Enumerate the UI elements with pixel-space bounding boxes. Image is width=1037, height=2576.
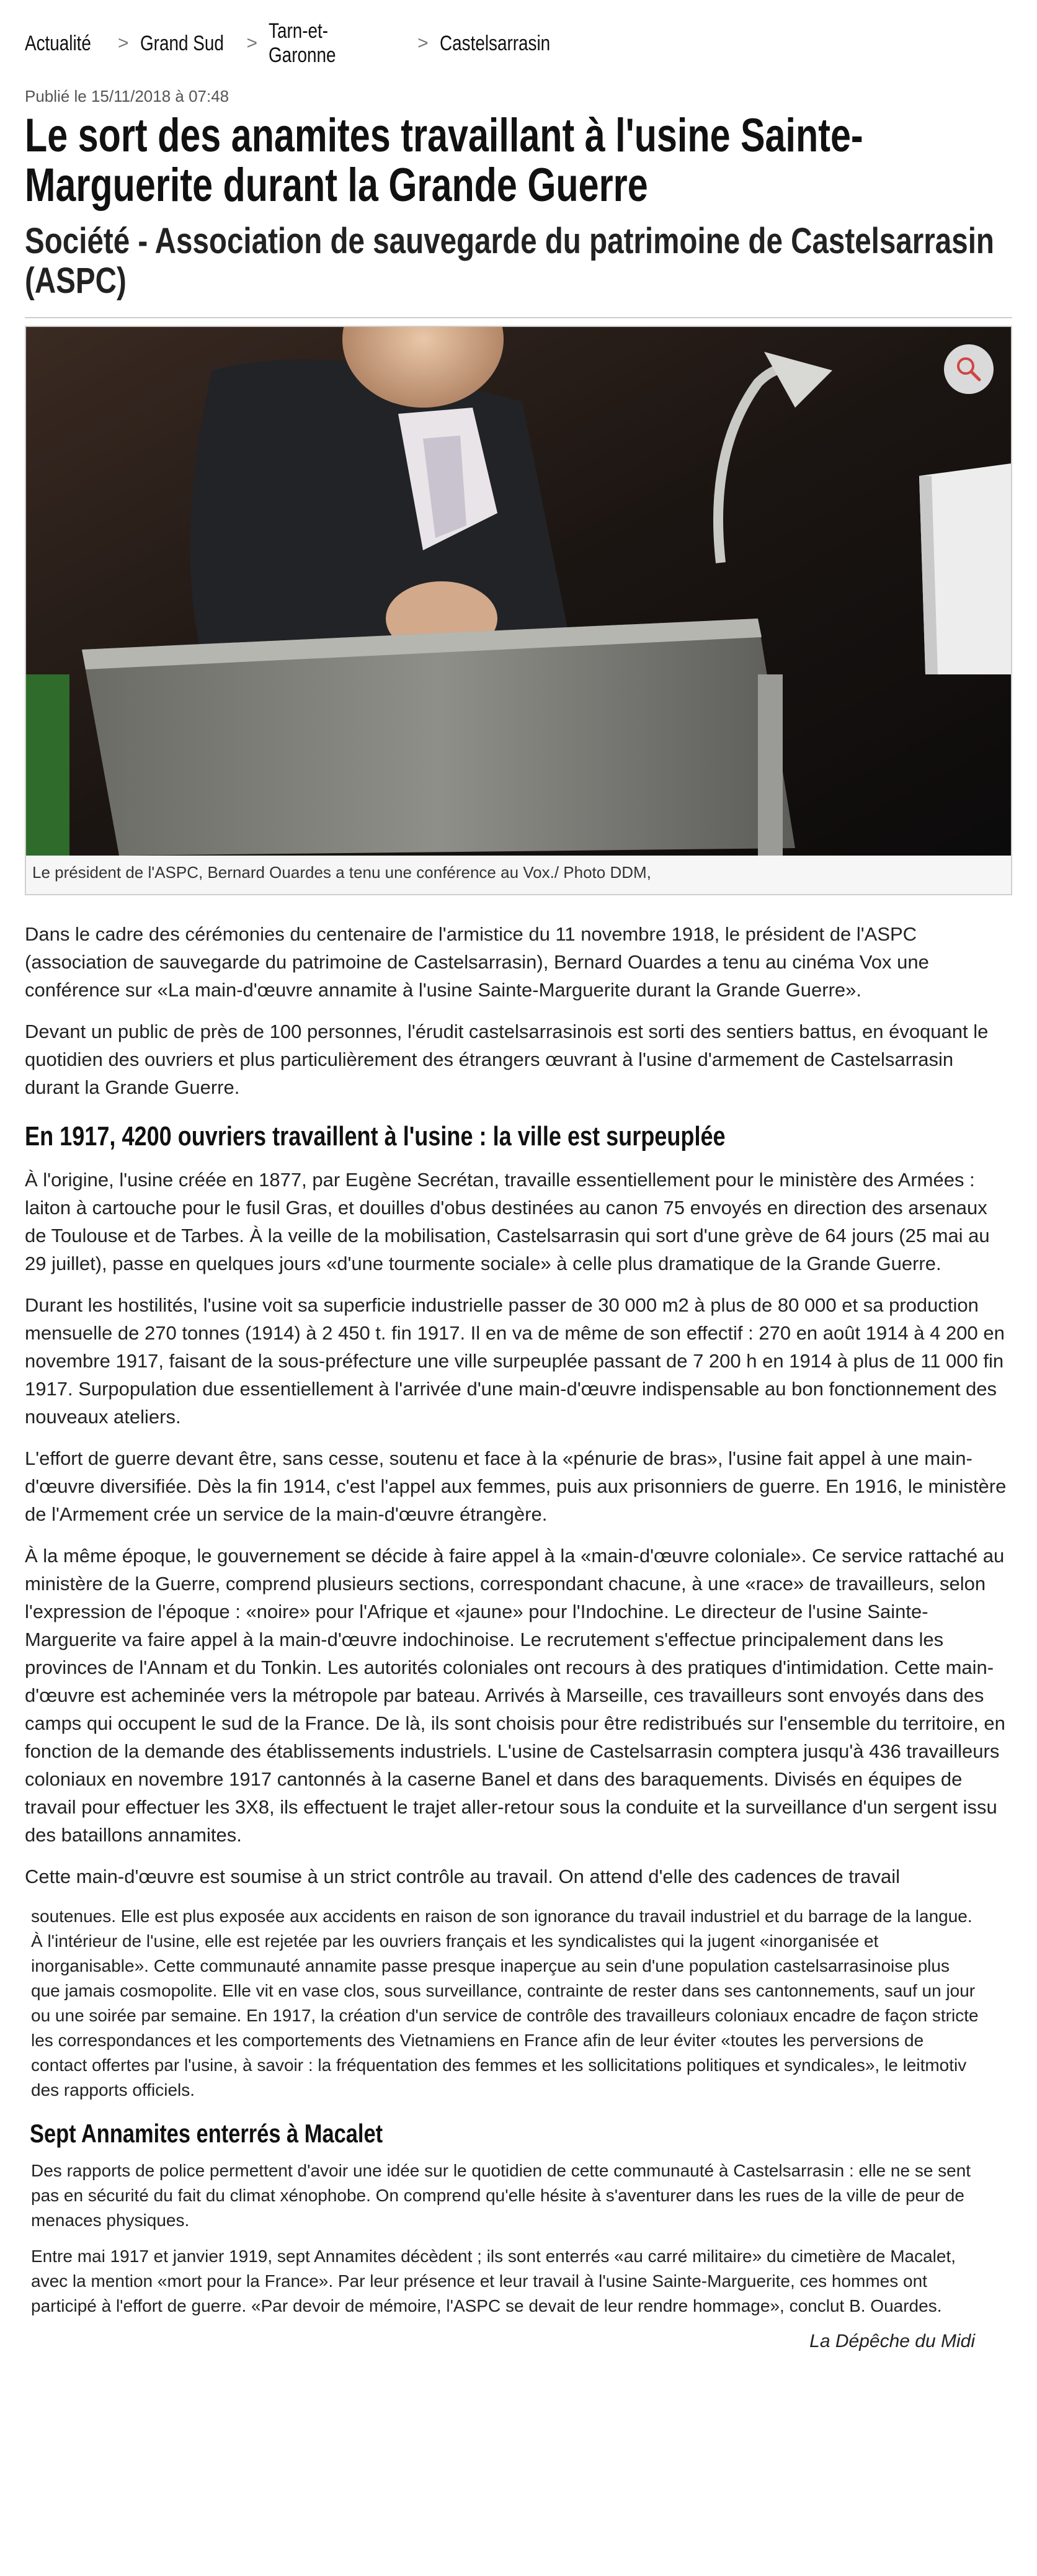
divider (25, 317, 1012, 318)
photo-illustration (26, 327, 1011, 856)
article-paragraph: Entre mai 1917 et janvier 1919, sept Annamites décèdent ; ils sont enterrés «au carré militaire» du cimetière de Macalet, avec la mention «mort pour la France». Par leur présence et leur travail à l'usine Sainte-Marguerite, ces hommes ont participé à l'effort de guerre. «Par devoir de mémoire, l'ASPC se devait de leur rendre hommage», conclut B. Ouardes. (31, 2247, 956, 2315)
article-paragraph: À la même époque, le gouvernement se décide à faire appel à la «main-d'œuvre coloniale». Ce service rattaché au ministère de la Guerre, comprend plusieurs sections, correspondant chacune, à une «race» de travailleurs, selon l'expression de l'époque : «noire» pour l'Afrique et «jaune» pour l'Indochine. Le directeur de l'usine Sainte-Marguerite va faire appel à la main-d'œuvre indochinoise. Le recrutement s'effectue principalement dans les provinces de l'Annam et du Tonkin. Les autorités coloniales ont recours à des pratiques d'intimidation. Cette main-d'œuvre est acheminée vers la métropole par bateau. Arrivés à Marseille, ces travailleurs sont envoyés dans des camps qui occupent le sud de la France. De là, ils sont choisis pour être redistribués sur l'ensemble du territoire, en fonction de la demande des établissements industriels. L'usine de Castelsarrasin comptera jusqu'à 436 travailleurs coloniaux en novembre 1917 cantonnés à la caserne Banel et dans des baraquements. Divisés en équipes de travail pour effectuer les 3X8, ils effectuent le trajet aller-retour sous la conduite et la surveillance d'un sergent issu des bataillons annamites. (25, 1545, 1005, 1846)
breadcrumb-link-grand-sud[interactable]: Grand Sud (140, 31, 224, 55)
photo-caption: Le président de l'ASPC, Bernard Ouardes a tenu une conférence au Vox./ Photo DDM, (26, 856, 1011, 894)
headline-line: Marguerite durant la Grande Guerre (25, 159, 648, 212)
article-subheadline (25, 221, 1017, 301)
article-paragraph: Cette main-d'œuvre est soumise à un strict contrôle au travail. On attend d'elle des cadences de travail (25, 1866, 900, 1887)
breadcrumb-separator-icon: > (417, 33, 429, 53)
breadcrumb-item-castelsarrasin (440, 32, 601, 56)
breadcrumb-separator-icon: > (118, 33, 129, 53)
subheadline-line: Société - Association de sauvegarde du patrimoine de Castelsarrasin (25, 221, 994, 261)
article-paragraph: Des rapports de police permettent d'avoir une idée sur le quotidien de cette communauté à Castelsarrasin : elle ne se sent pas en sécurité du fait du climat xénophobe. On comprend qu'elle hésite à s'aventurer dans les rues de la ville de peur de menaces physiques. (31, 2161, 971, 2230)
article-headline (25, 111, 992, 210)
breadcrumb (25, 0, 1012, 67)
magnifier-icon (955, 355, 983, 383)
article-paragraph: L'effort de guerre devant être, sans cesse, soutenu et face à la «pénurie de bras», l'usine fait appel à une main-d'œuvre diversifiée. Dès la fin 1914, c'est l'appel aux femmes, puis aux prisonniers de guerre. En 1916, le ministère de l'Armement crée un service de la main-d'œuvre étrangère. (25, 1447, 1007, 1525)
headline-line: Le sort des anamites travaillant à l'usine Sainte- (25, 109, 863, 162)
article-paragraph: Durant les hostilités, l'usine voit sa superficie industrielle passer de 30 000 m2 à plus de 80 000 et sa production mensuelle de 270 tonnes (1914) à 2 450 t. fin 1917. Il en va de même de son effectif : 270 en août 1914 à 4 200 en novembre 1917, faisant de la sous-préfecture une ville surpeuplée passant de 7 200 h en 1914 à plus de 11 000 fin 1917. Surpopulation due essentiellement à l'arrivée d'une main-d'œuvre indispensable au bon fonctionnement des nouveaux ateliers. (25, 1294, 1005, 1428)
article-body (25, 920, 1012, 2352)
article-paragraph: Dans le cadre des cérémonies du centenaire de l'armistice du 11 novembre 1918, le président de l'ASPC (association de sauvegarde du patrimoine de Castelsarrasin), Bernard Ouardes a tenu au cinéma Vox une conférence sur «La main-d'œuvre annamite à l'usine Sainte-Marguerite durant la Grande Guerre». (25, 923, 929, 1001)
article-figure (25, 326, 1012, 895)
section-heading: Sept Annamites enterrés à Macalet (30, 2119, 383, 2148)
article-paragraph: À l'origine, l'usine créée en 1877, par Eugène Secrétan, travaille essentiellement pour le ministère des Armées : laiton à cartouche pour le fusil Gras, et douilles d'obus destinées au canon 75 envoyés en direction des arsenaux de Toulouse et de Tarbes. À la veille de la mobilisation, Castelsarrasin qui sort d'une grève de 64 jours (25 mai au 29 juillet), passe en quelques jours «d'une tourmente sociale» à celle plus dramatique de la Grande Guerre. (25, 1169, 990, 1274)
breadcrumb-item-actualite (25, 32, 140, 56)
zoom-button[interactable] (944, 344, 994, 394)
article-source: La Dépêche du Midi (809, 2331, 975, 2351)
subheadline-line: (ASPC) (25, 261, 127, 301)
breadcrumb-link-castelsarrasin[interactable]: Castelsarrasin (439, 31, 550, 55)
breadcrumb-item-grand-sud (140, 32, 269, 56)
publish-date: Publié le 15/11/2018 à 07:48 (25, 87, 229, 105)
article-photo[interactable] (26, 327, 1011, 856)
article-paragraph-continued: soutenues. Elle est plus exposée aux accidents en raison de son ignorance du travail industriel et du barrage de la langue. À l'intérieur de l'usine, elle est rejetée par les ouvriers français et les syndicalistes qui la jugent «inorganisée et inorganisable». Cette communauté annamite passe presque inaperçue au sein d'une population castelsarrasinoise plus que jamais cosmopolite. Elle vit en vase clos, sous surveillance, contrainte de rester dans ses cantonnements, sauf un jour ou une soirée par semaine. En 1917, la création d'un service de contrôle des travailleurs coloniaux encadre de façon stricte les correspondances et les comportements des Vietnamiens en France afin de leur éviter «toutes les perversions de contact offertes par l'usine, à savoir : la fréquentation des femmes et les sollicitations politiques et syndicales», le leitmotiv des rapports officiels. (31, 1907, 979, 2100)
article-paragraph: Devant un public de près de 100 personnes, l'érudit castelsarrasinois est sorti des sentiers battus, en évoquant le quotidien des ouvriers et plus particulièrement des étrangers œuvrant à l'usine d'armement de Castelsarrasin durant la Grande Guerre. (25, 1021, 989, 1098)
breadcrumb-item-tarn-et-garonne (269, 19, 440, 68)
section-heading: En 1917, 4200 ouvriers travaillent à l'usine : la ville est surpeuplée (25, 1121, 726, 1152)
breadcrumb-separator-icon: > (246, 33, 258, 53)
breadcrumb-link-tarn-et-garonne[interactable]: Tarn-et-Garonne (269, 19, 336, 67)
breadcrumb-link-actualite[interactable]: Actualité (25, 31, 91, 55)
